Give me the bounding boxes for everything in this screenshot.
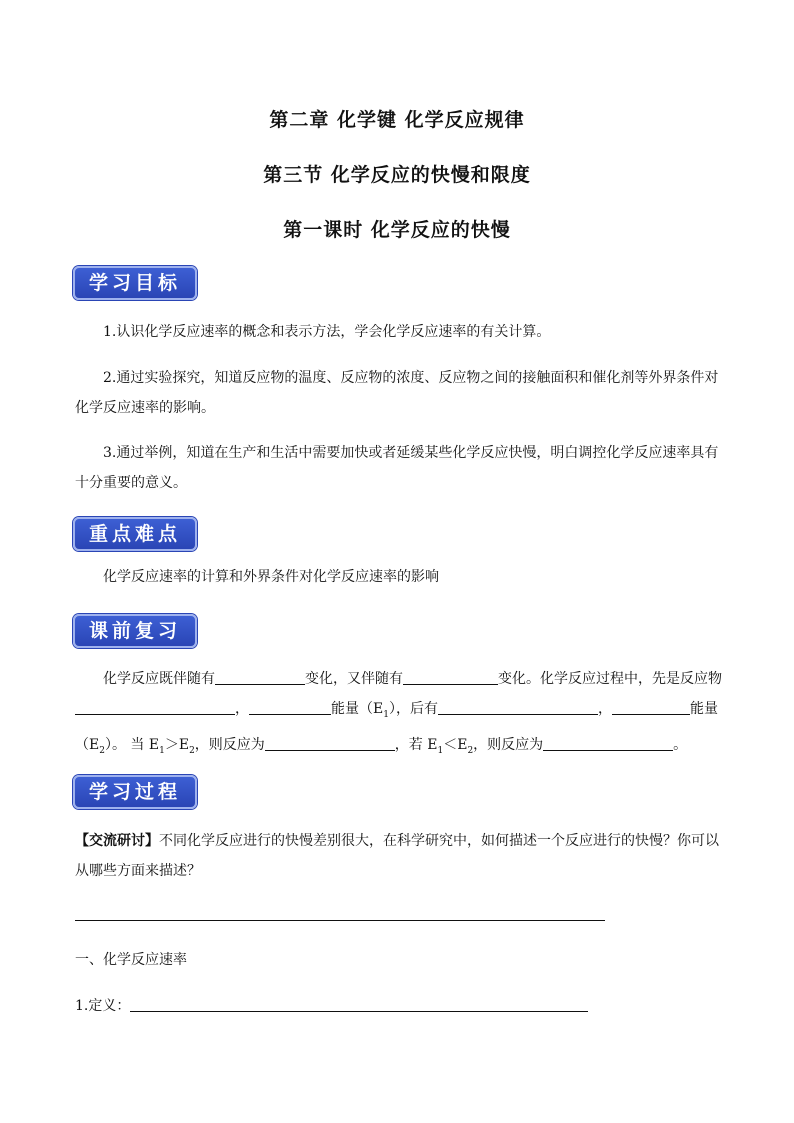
fill-blank[interactable] — [249, 698, 331, 715]
chapter-title: 第二章 化学键 化学反应规律 — [269, 109, 525, 131]
fill-blank[interactable] — [543, 734, 673, 751]
goal-item: 3.通过举例，知道在生产和生活中需要加快或者延缓某些化学反应快慢，明白调控化学反应速率具有十分重要的意义。 — [75, 445, 719, 491]
fill-blank[interactable] — [438, 698, 598, 715]
definition-blank[interactable] — [130, 995, 588, 1012]
fill-blank[interactable] — [75, 698, 235, 715]
fill-blank[interactable] — [403, 668, 498, 685]
definition-label: 1.定义： — [75, 998, 131, 1014]
lesson-title: 第一课时 化学反应的快慢 — [283, 219, 511, 241]
discussion-text: 不同化学反应进行的快慢差别很大，在科学研究中，如何描述一个反应进行的快慢？你可以从哪些方面来描述？ — [75, 833, 719, 879]
preview-badge: 课前复习 — [73, 614, 197, 648]
process-badge: 学习过程 — [73, 775, 197, 809]
goal-item: 2.通过实验探究，知道反应物的温度、反应物的浓度、反应物之间的接触面积和催化剂等外界条件对化学反应速率的影响。 — [75, 370, 719, 416]
discussion-paragraph — [75, 826, 725, 886]
preview-paragraph: 化学反应既伴随有 变化，又伴随有 变化。化学反应过程中，先是反应物 ， 能量$(E_1)$，后有 ， 能量$(E_2)$。 当 $E_1>E_2$，则反应为 ，若 $E_1<E_2$，则反应为 。 — [75, 664, 725, 766]
section-title: 第三节 化学反应的快慢和限度 — [263, 164, 531, 186]
goal-item: 1.认识化学反应速率的概念和表示方法，学会化学反应速率的有关计算。 — [103, 324, 551, 340]
rate-heading: 一、化学反应速率 — [75, 952, 187, 968]
goals-badge: 学习目标 — [73, 266, 197, 300]
fill-blank[interactable] — [215, 668, 305, 685]
answer-line[interactable] — [75, 920, 605, 921]
definition-row — [75, 991, 725, 1021]
fill-blank[interactable] — [265, 734, 395, 751]
key-points-badge: 重点难点 — [73, 517, 197, 551]
key-points-text: 化学反应速率的计算和外界条件对化学反应速率的影响 — [103, 569, 439, 585]
discussion-tag: 【交流研讨】 — [75, 833, 159, 849]
fill-blank[interactable] — [612, 698, 690, 715]
